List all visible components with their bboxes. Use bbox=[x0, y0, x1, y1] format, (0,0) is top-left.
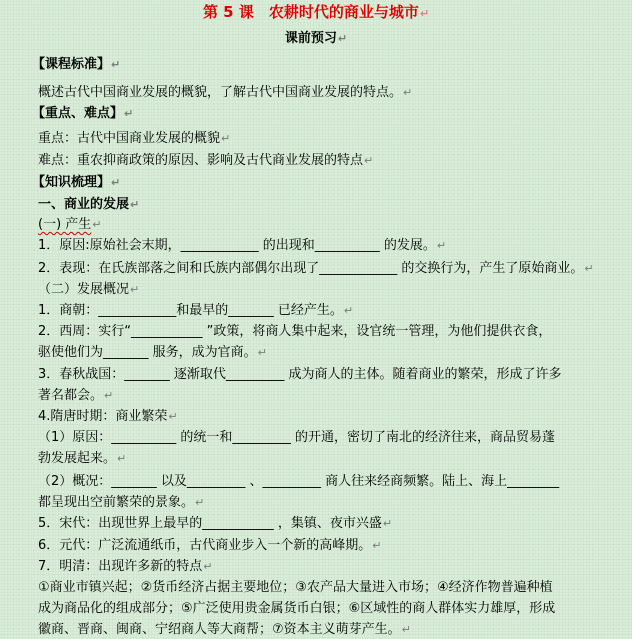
item-sui-tang: 4.隋唐时期：商业繁荣↵ bbox=[38, 409, 178, 424]
item-sui-tang-overview: （2）概况：_______ 以及_________ 、_________ 商人往来经商频繁。陆上、海上________ bbox=[38, 474, 560, 489]
item-sui-tang-cause-cont: 勃发展起来。↵ bbox=[38, 451, 127, 466]
subsection-overview: （二）发展概况↵ bbox=[38, 282, 140, 297]
lesson-title: 第 5 课 农耕时代的商业与城市↵ bbox=[202, 3, 430, 21]
item-spring-autumn: 3．春秋战国：_______ 逐渐取代_________ 成为商人的主体。随着商业的繁荣，形成了许多 bbox=[38, 367, 562, 382]
item-ming-qing-features-2: 成为商品化的组成部分；⑤广泛使用贵金属货币白银；⑥区域性的商人群体实力雄厚，形成 bbox=[38, 601, 556, 616]
item-sui-tang-cause: （1）原因：__________ 的统一和_________ 的开通，密切了南北的经济往来，商品贸易蓬 bbox=[38, 430, 556, 445]
item-yuan: 6．元代：广泛流通纸币，古代商业步入一个新的高峰期。↵ bbox=[38, 538, 382, 553]
item-ming-qing-features-3: 徽商、晋商、闽商、宁绍商人等大商帮；⑦资本主义萌芽产生。↵ bbox=[38, 622, 411, 637]
item-western-zhou-cont: 驱使他们为_______ 服务，成为官商。↵ bbox=[38, 345, 267, 360]
section-commerce-development: 一、商业的发展↵ bbox=[38, 197, 140, 212]
item-ming-qing-features-1: ①商业市镇兴起；②货币经济占据主要地位；③农产品大量进入市场；④经济作物普遍种植 bbox=[38, 580, 553, 595]
heading-knowledge: 【知识梳理】↵ bbox=[32, 175, 121, 190]
item-spring-autumn-cont: 著名都会。↵ bbox=[38, 388, 114, 403]
subsection-origin: (一) 产生↵ bbox=[38, 217, 102, 232]
item-sui-tang-overview-cont: 都呈现出空前繁荣的景象。↵ bbox=[38, 495, 205, 510]
item-shang: 1．商朝：____________和最早的_______ 已经产生。↵ bbox=[38, 303, 354, 318]
heading-key-points: 【重点、难点】↵ bbox=[32, 106, 134, 121]
paragraph-standard: 概述古代中国商业发展的概貌，了解古代中国商业发展的特点。↵ bbox=[38, 85, 413, 100]
item-ming-qing: 7．明清：出现许多新的特点↵ bbox=[38, 559, 213, 574]
item-origin-manifestation: 2．表现：在氏族部落之间和氏族内部偶尔出现了____________ 的交换行为，产生了原始商业。↵ bbox=[38, 261, 594, 276]
item-origin-cause: 1．原因:原始社会末期，____________ 的出现和__________ 的发展。↵ bbox=[38, 238, 447, 253]
item-western-zhou: 2．西周：实行“___________ ”政策，将商人集中起来，设官统一管理，为他们提供衣食， bbox=[38, 324, 552, 339]
key-point-line: 重点：古代中国商业发展的概貌↵ bbox=[38, 131, 231, 146]
difficult-point-line: 难点：重农抑商政策的原因、影响及古代商业发展的特点↵ bbox=[38, 153, 374, 168]
item-song: 5．宋代：出现世界上最早的___________ ，集镇、夜市兴盛↵ bbox=[38, 516, 393, 531]
heading-course-standard: 【课程标准】↵ bbox=[32, 57, 121, 72]
section-subtitle: 课前预习↵ bbox=[284, 31, 348, 46]
